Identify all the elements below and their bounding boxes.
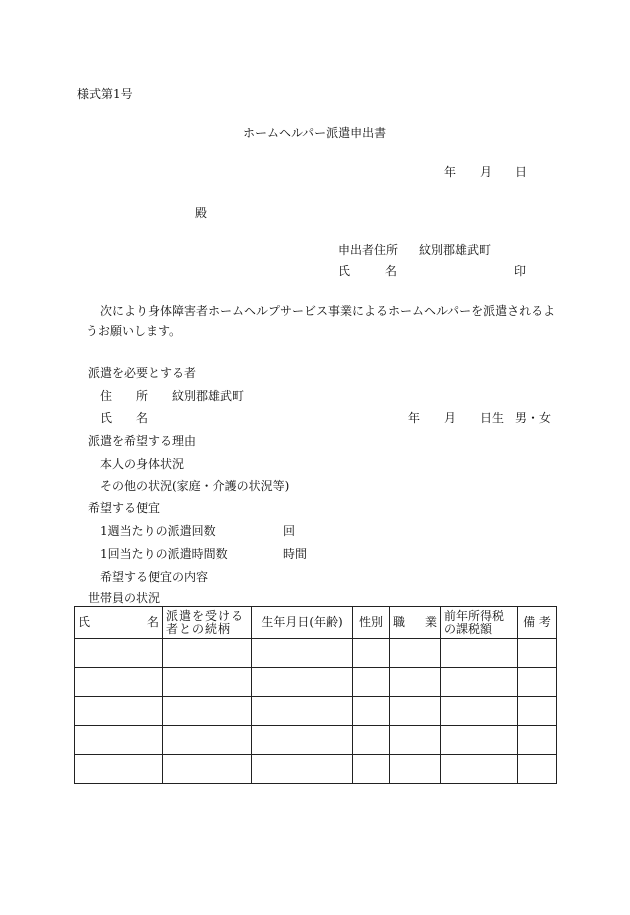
date-month-label: 月 [480, 165, 493, 179]
cell-income-tax[interactable] [441, 697, 518, 726]
person-name-label-2: 名 [136, 411, 149, 425]
cell-income-tax[interactable] [441, 726, 518, 755]
cell-birthdate[interactable] [252, 639, 353, 668]
cell-remarks[interactable] [518, 697, 557, 726]
weekly-visits-unit: 回 [283, 524, 296, 538]
birth-year-label: 年 [408, 411, 421, 425]
addressee-suffix: 殿 [195, 206, 208, 220]
body-text-line-1: 次により身体障害者ホームヘルプサービス事業によるホームヘルパーを派遣されるよ [100, 304, 556, 318]
convenience-content-label: 希望する便宜の内容 [100, 570, 209, 584]
col-relation-line1: 派遣を受ける [166, 608, 245, 623]
gender-options: 男・女 [515, 411, 552, 425]
cell-name[interactable] [75, 697, 163, 726]
household-table-header [75, 607, 557, 639]
household-heading: 世帯員の状況 [88, 591, 161, 605]
col-name-part2: 名 [146, 615, 159, 629]
cell-occupation[interactable] [390, 668, 441, 697]
cell-sex[interactable] [353, 668, 390, 697]
section-person-heading: 派遣を必要とする者 [88, 366, 197, 380]
table-row [75, 726, 557, 755]
household-table [74, 606, 557, 784]
col-occupation-part1: 職 [393, 615, 406, 629]
col-sex: 性別 [353, 607, 390, 639]
cell-name[interactable] [75, 639, 163, 668]
table-row [75, 639, 557, 668]
cell-remarks[interactable] [518, 755, 557, 784]
applicant-address-label: 申出者住所 [338, 243, 399, 257]
table-row [75, 668, 557, 697]
section-reason-heading: 派遣を希望する理由 [88, 434, 197, 448]
cell-sex[interactable] [353, 639, 390, 668]
cell-relation[interactable] [163, 668, 252, 697]
form-number: 様式第1号 [77, 87, 133, 101]
weekly-visits-label: 1週当たりの派遣回数 [100, 524, 216, 538]
cell-income-tax[interactable] [441, 639, 518, 668]
table-row [75, 697, 557, 726]
cell-remarks[interactable] [518, 726, 557, 755]
cell-birthdate[interactable] [252, 755, 353, 784]
col-relation [163, 607, 252, 639]
col-relation-line2: 者との続柄 [166, 621, 232, 636]
cell-sex[interactable] [353, 755, 390, 784]
col-occupation [390, 607, 441, 639]
birth-day-label: 日生 [480, 411, 505, 425]
table-row [75, 755, 557, 784]
cell-occupation[interactable] [390, 697, 441, 726]
section-convenience-heading: 希望する便宜 [88, 501, 161, 515]
person-address-value: 紋別郡雄武町 [172, 389, 245, 403]
visit-hours-label: 1回当たりの派遣時間数 [100, 547, 228, 561]
birth-month-label: 月 [444, 411, 457, 425]
cell-relation[interactable] [163, 697, 252, 726]
cell-occupation[interactable] [390, 726, 441, 755]
cell-relation[interactable] [163, 726, 252, 755]
col-birthdate: 生年月日(年齢) [252, 607, 353, 639]
cell-birthdate[interactable] [252, 668, 353, 697]
seal-mark: 印 [514, 264, 527, 278]
date-day-label: 日 [515, 165, 528, 179]
cell-occupation[interactable] [390, 639, 441, 668]
cell-birthdate[interactable] [252, 726, 353, 755]
cell-sex[interactable] [353, 697, 390, 726]
col-occupation-part2: 業 [424, 615, 437, 629]
cell-name[interactable] [75, 668, 163, 697]
cell-relation[interactable] [163, 639, 252, 668]
cell-name[interactable] [75, 726, 163, 755]
cell-sex[interactable] [353, 726, 390, 755]
person-name-label-1: 氏 [100, 411, 113, 425]
cell-remarks[interactable] [518, 668, 557, 697]
body-text-line-2: うお願いします。 [86, 324, 182, 338]
reason-other-situation: その他の状況(家庭・介護の状況等) [100, 479, 290, 493]
visit-hours-unit: 時間 [283, 547, 308, 561]
col-remarks: 備 考 [518, 607, 557, 639]
cell-income-tax[interactable] [441, 755, 518, 784]
cell-birthdate[interactable] [252, 697, 353, 726]
applicant-name-label-1: 氏 [338, 264, 351, 278]
cell-income-tax[interactable] [441, 668, 518, 697]
person-address-label-2: 所 [136, 389, 149, 403]
form-title: ホームヘルパー派遣申出書 [243, 126, 387, 140]
date-year-label: 年 [444, 165, 457, 179]
applicant-address-value: 紋別郡雄武町 [419, 243, 492, 257]
col-name-part1: 氏 [78, 615, 91, 629]
cell-relation[interactable] [163, 755, 252, 784]
cell-occupation[interactable] [390, 755, 441, 784]
col-name [75, 607, 163, 639]
applicant-name-label-2: 名 [385, 264, 398, 278]
col-income-tax-line1: 前年所得税 [444, 608, 505, 623]
reason-physical-condition: 本人の身体状況 [100, 457, 185, 471]
person-address-label-1: 住 [100, 389, 113, 403]
cell-remarks[interactable] [518, 639, 557, 668]
col-income-tax-line2: の課税額 [444, 621, 493, 636]
col-income-tax [441, 607, 518, 639]
cell-name[interactable] [75, 755, 163, 784]
